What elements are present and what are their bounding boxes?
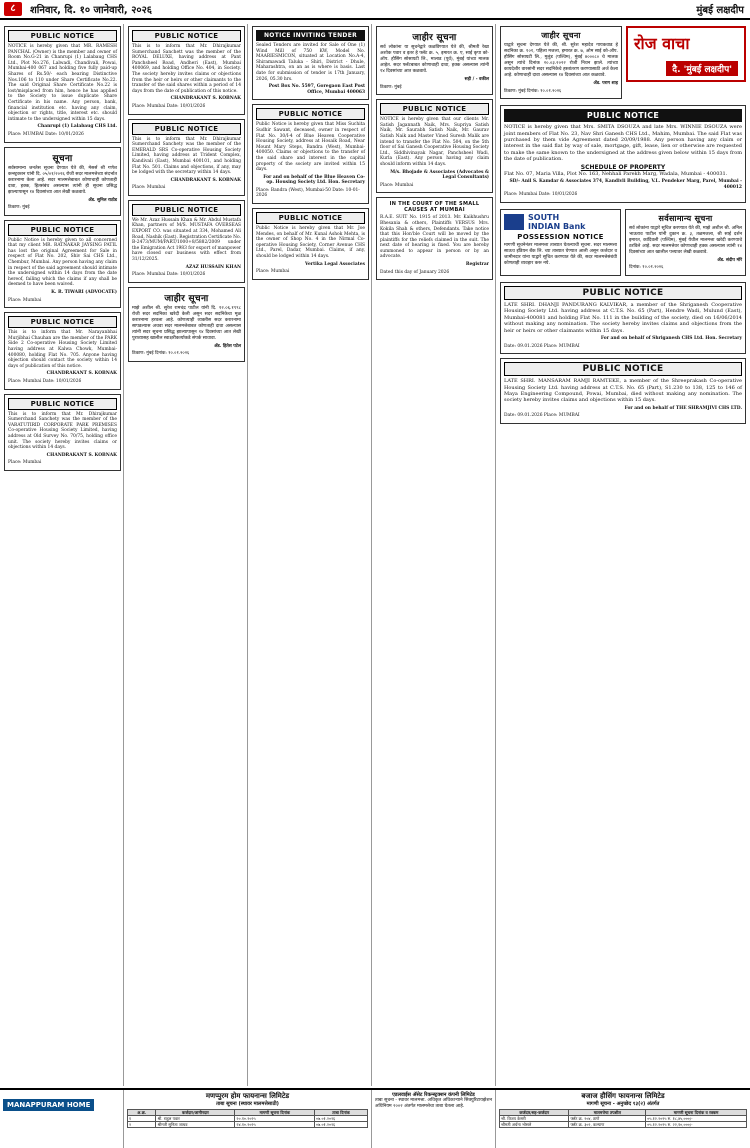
ad-signature: For and on behalf of THE SHRAMJIVI CHS LTD. bbox=[624, 405, 742, 411]
ad-place: ठिकाण: मुंबई दिनांक: १०.०१.२०२६ bbox=[132, 351, 190, 357]
ad-box bbox=[4, 147, 121, 216]
table-cell: श्री. राहुल पवार bbox=[156, 1116, 235, 1122]
ad-body: We Mr. Azaz Hussain Khan & Mr. Abdul Mustafa Khan, partners of M/S. MUSTAFA OVERSEAS EXPORT CO. was situated at 334, Mohamed Ali Road, Nashik (East). Registration Certificate No. B-2473/MUM/PART/1000+8/5882/2009 under the Emigration Act 1983 for export of manpower have closed our business with effect from 31/12/2025. bbox=[132, 217, 242, 263]
ad-place: Place: Mumbai bbox=[132, 185, 166, 191]
ad-signature: AZAZ HUSSAIN KHAN bbox=[185, 264, 241, 270]
ad-place: ठिकाण: मुंबई bbox=[8, 205, 30, 211]
ad-signature: CHANDRAKANT S. KOBNAK bbox=[46, 452, 117, 458]
bajaj-table bbox=[499, 1109, 747, 1128]
ad-box bbox=[500, 282, 746, 354]
ad-title: NOTICE INVITING TENDER bbox=[256, 30, 365, 41]
ad-body: याद्वारे सूचना देण्यात येते की, श्री. सुरेश महादेव गायकवाड हे सदनिका क्र. १०१, पहिला मजला, इमारत क्र. ७, ओम साई को-ऑप. हौसिंग सोसायटी लि., मुलुंड (पश्चिम), मुंबई ४०००८० चे मालक असून त्यांचे दिनांक २०.०३.२०२२ रोजी निधन झाले. त्यांच्या कायदेशीर वारसांनी सदर सदनिकेचे हस्तांतरण करण्यासाठी अर्ज केला आहे. कोणाचाही दावा असल्यास १४ दिवसांच्या आत कळवावे. bbox=[504, 43, 618, 78]
bottom-ads-band bbox=[0, 1088, 750, 1148]
table-row bbox=[128, 1116, 368, 1122]
table-cell: फ्लॅट क्र. ३०२, कल्याण bbox=[569, 1122, 646, 1128]
table-header: कर्जदार/जामीनदार bbox=[156, 1110, 235, 1116]
ad-body: LATE SHRI. DHANJI PANDURANG KALVIKAR, a member of the Shriganesh Cooperative Housing Society Ltd. having address at C.T.S. No. 65 (Part), Hendre Wadi, Mulund (East), Mumbai-400081 and holding Flat No. 111 in the building of the society, died on 16/06/2014 without making any nomination. The society hereby invites claims and objections from the heir or heirs or other claimants within 15 days. bbox=[504, 302, 742, 334]
ad-signature: For and on behalf of the Blue Heaven Co-op. Housing Society Ltd. Hon. Secretary bbox=[263, 174, 365, 186]
ad-title: PUBLIC NOTICE bbox=[8, 30, 117, 42]
ad-box bbox=[500, 26, 622, 99]
ad-box bbox=[128, 200, 245, 283]
table-cell: ०७.०१.२०२६ bbox=[315, 1122, 368, 1128]
table-cell: २ bbox=[128, 1122, 156, 1128]
ad-body: This is to inform that Mr. Dhirajkumar Sumerchand Sanchety was the member of the EMERALD SRS Co-operative Housing Society Limited, having address at Trident Complex, Kandivali (East), Mumbai 400101, and holding Flat No. 501. Claims and objections, if any, may be lodged with the secretary within 14 days. bbox=[132, 136, 241, 176]
ad-body: This is to inform that Mr. Dhirajkumar Sumerchand Sanchety was the member of the VARATUTIRID CORPORATE PARK PREMISES Co-operative Housing Society Limited, having address at Old Survey No. 70/75, holding office unit. The society hereby invites claims or objections within 14 days. bbox=[8, 411, 117, 451]
ad-signature: ॲड. सुनिल राठोड bbox=[88, 197, 117, 203]
ad-box bbox=[252, 104, 369, 204]
manappuram-subtitle: ताबा सूचना (स्थावर मालमत्तेसाठी) bbox=[216, 1101, 279, 1107]
ad-body: सर्व लोकांना याद्वारे सूचित करण्यात येते की, माझे अशील श्री. अनिल भाऊराव पाटील यांनी दुकान क्र. ३, तळमजला, श्री साई दर्शन इमारत, कांदिवली (पश्चिम), मुंबई येथील मालमत्ता खरेदी करण्याचे ठरविले आहे. सदर मालमत्तेवर कोणाचाही हक्क असल्यास त्यांनी १४ दिवसांच्या आत खालील पत्त्यावर लेखी कळवावे. bbox=[629, 225, 742, 255]
ad-title: POSSESSION NOTICE bbox=[517, 232, 604, 241]
ad-signature: CHANDRAKANT S. KOBNAK bbox=[46, 371, 117, 377]
ad-place: दिनांक: १०.०१.२०२६ bbox=[629, 265, 664, 271]
bank-name bbox=[528, 213, 585, 231]
table-row bbox=[128, 1122, 368, 1128]
table-header: ताबा दिनांक bbox=[315, 1110, 368, 1116]
ad-body: मागणी सूचनेनंतर मालमत्ता ताब्यात घेतल्याची सूचना. सदर मालमत्ता साऊथ इंडियन बँक लि. च्या ताब्यात घेण्यात आली असून कर्जदार व जामीनदार यांना याद्वारे सूचित करण्यात येते की, सदर मालमत्तेसंबंधी कोणताही व्यवहार करू नये. bbox=[504, 242, 617, 266]
ad-place: Place: Mumbai bbox=[380, 182, 414, 188]
ad-place: Date: 09.01.2026 Place: MUMBAI bbox=[504, 343, 580, 349]
ad-place: Place: Mumbai bbox=[256, 269, 290, 275]
ad-signature: सही / - वकील bbox=[464, 77, 489, 82]
bajaj-subtitle: मागणी सूचना - अनुच्छेद १३(२) अंतर्गत bbox=[586, 1101, 660, 1107]
ad-box bbox=[128, 26, 245, 115]
ad-body: This is to inform that Mr. Narayanbhai Murjibhai Chauhan are the member of the PARK Side 2 Co-operative Housing Society Limited having address at Kalwa Chowk, Mumbai-400080, holding Flat No. 705. Anyone having objection should contact the society within 14 days of publication of this notice. bbox=[8, 330, 117, 369]
masthead bbox=[0, 0, 750, 20]
column-5 bbox=[498, 24, 748, 1086]
ad-body: Public Notice is hereby given that Miss Suchita Sudhir Sawant, deceased, owner in respect of Flat No. 30/I-4 of Blue Heaven Cooperative Housing Society, address at Hosaik Road, Near Mount Mary Steps, Bandra (West), Mumbai-400050. Claims or objections to the transfer of the said share and interest in the capital property of the society are invited within 15 days. bbox=[256, 122, 365, 173]
ad-body: R.A.E. SUIT No. 1915 of 2013. Mr. Kaikhushru Bhesania & others, Plaintiffs VERSUS Mrs. Kokila Shah & others, Defendants. Take notice that this Hon'ble Court will be moved by the plaintiffs for the reliefs claimed in the suit. The next date of hearing is fixed. You are hereby summoned to appear in person or by an advocate. bbox=[380, 215, 489, 260]
ad-body: Public Notice is hereby given to all concerned that my client MR. RATNAKAR JAYSING PATIL has lost the original Agreement for Sale in respect of Flat No. 202, Shiv Sai CHS Ltd., Chembur, Mumbai. Any person having any claim in respect of the said agreement should intimate the undersigned within 14 days from the date hereof, failing which the claims if any shall be deemed to have been waived. bbox=[8, 237, 117, 288]
ad-box bbox=[500, 209, 621, 276]
ad-box bbox=[252, 26, 369, 100]
column-1 bbox=[2, 24, 124, 1086]
ad-title: जाहीर सूचना bbox=[164, 293, 209, 304]
ad-title: PUBLIC NOTICE bbox=[380, 103, 489, 115]
ad-place: Place: Mumbai bbox=[8, 297, 42, 303]
edition-name: मुंबई लक्षदीप bbox=[696, 5, 744, 16]
ad-title: PUBLIC NOTICE bbox=[504, 109, 742, 122]
ad-place: Place: Bandra (West), Mumbai-50 Date: 10-01-2026 bbox=[256, 187, 360, 199]
schedule-place: Place: Mumbai Date: 10/01/2026 bbox=[504, 192, 578, 198]
ad-place: Place: MUMBAI Date: 10/01/2026 bbox=[8, 131, 84, 137]
ad-place: Place: Mumbai Date: 10/01/2026 bbox=[132, 272, 206, 278]
ad-title: सर्वसामान्य सूचना bbox=[658, 213, 713, 223]
table-cell: ०५.१२.२०२५ रु. २२,१०,०००/- bbox=[646, 1122, 747, 1128]
ad-box bbox=[500, 358, 746, 424]
ad-box bbox=[128, 119, 245, 196]
ad-box bbox=[625, 209, 746, 276]
ad-signature: Post Box No. 5597, Goregaon East Post Office, Mumbai 400063 bbox=[268, 84, 365, 95]
ad-title: PUBLIC NOTICE bbox=[256, 108, 365, 120]
ad-title: PUBLIC NOTICE bbox=[132, 30, 241, 42]
ad-title: PUBLIC NOTICE bbox=[8, 398, 117, 410]
ad-place: ठिकाण: मुंबई दिनांक: १०.०१.२०२६ bbox=[504, 88, 562, 94]
ad-title: जाहीर सूचना bbox=[541, 31, 581, 40]
ad-title: सूचना bbox=[52, 153, 73, 164]
ad-signature: For and on behalf of Shriganesh CHS Ltd. Hon. Secretary bbox=[600, 336, 742, 342]
ad-place: ठिकाण: मुंबई bbox=[380, 84, 402, 90]
ad-place: Date: 09.01.2026 Place: MUMBAI bbox=[504, 413, 580, 419]
ad-box bbox=[252, 208, 369, 280]
ad-title: PUBLIC NOTICE bbox=[504, 362, 742, 376]
column-2 bbox=[126, 24, 248, 1086]
schedule-text: Flat No. 07, Maria Villa, Plot No. 163, Nehhali Parekh Marg, Wadala, Mumbai - 400031. bbox=[504, 170, 728, 177]
ad-box bbox=[376, 197, 493, 280]
ad-body: सर्वसामान्य जनतेस सूचना देण्यात येते की, मेसर्स श्री गणेश कन्स्ट्रक्शन यांनी दि. ०५/०१/२०२६ रोजी सदर मालमत्तेच्या संदर्भात करारनामा केला आहे. सदर मालमत्तेबाबत कोणाचाही कोणताही दावा, हक्क, हितसंबंध असल्यास त्यांनी ही सूचना प्रसिद्ध झाल्यापासून १४ दिवसांच्या आत लेखी कळवावे. bbox=[8, 165, 117, 195]
page-number: ८ bbox=[4, 2, 22, 16]
ad-body: NOTICE is hereby given that Mrs. SMITA DSOUZA and late Mrs. WINNIE DSOUZA were joint members of Flat No. 23, Nav Shri Ganesh CHS Ltd., Mahim, Mumbai. The said Flat was purchased by them vide Agreement dated 20/09/1988. Any person having any claim or interest in the said flat by way of sale, mortgage, gift, lease, lien or otherwise are requested to make the same known to the undersigned at the address given below within 15 days from the date of publication. bbox=[504, 124, 742, 163]
table-cell: २०.१०.२०२५ bbox=[235, 1116, 315, 1122]
ad-title: IN THE COURT OF THE SMALL CAUSES AT MUMBAI bbox=[389, 201, 480, 214]
bank-logo-icon bbox=[504, 214, 524, 230]
ad-box bbox=[376, 99, 493, 193]
bank-header bbox=[504, 213, 617, 231]
ad-body: LATE SHRI. MANSARAM RAMJI RAMTEKE, a member of the Shreeprakash Co-operative Housing Society Ltd. having address at C.T.S. No. 65 (Part), S1.230 to 138, 125 to 146 of Maya Engineering Compound, Powai, Mumbai, died without making any nomination. The society hereby invites claims and objections within 15 days. bbox=[504, 378, 742, 404]
table-header: कर्जदार/सह-कर्जदार bbox=[500, 1110, 569, 1116]
bajaj-notice bbox=[496, 1090, 750, 1148]
ad-body: Public Notice is hereby given that Mr. Joe Mendes, on behalf of Mr. Kunal Ashok Mehta, is the owner of Shop No. 4 in the Nirmal Co-operative Housing Society, Corner Avenue CHS Ltd., Parel, Dadar, Mumbai. Claims, if any, should be lodged within 14 days. bbox=[256, 226, 365, 260]
edelweiss-title: एडलवाईस ॲसेट रिकन्स्ट्रक्शन कंपनी लिमिटेड bbox=[392, 1092, 475, 1098]
date-line: शनिवार, दि. १० जानेवारी, २०२६ bbox=[30, 5, 152, 16]
schedule-title: SCHEDULE OF PROPERTY bbox=[580, 163, 666, 171]
table-cell: फ्लॅट क्र. २०४, ठाणे bbox=[569, 1116, 646, 1122]
ad-box bbox=[4, 26, 121, 143]
manappuram-notice bbox=[124, 1090, 372, 1148]
ad-title: PUBLIC NOTICE bbox=[504, 286, 742, 300]
table-header: मागणी सूचना दिनांक व रक्कम bbox=[646, 1110, 747, 1116]
ad-title: PUBLIC NOTICE bbox=[132, 204, 241, 216]
table-header: अ.क्र. bbox=[128, 1110, 156, 1116]
column-4 bbox=[374, 24, 496, 1086]
manappuram-table bbox=[127, 1109, 368, 1128]
table-header: मागणी सूचना दिनांक bbox=[235, 1110, 315, 1116]
ad-signature: K. R. TIWARI (ADVOCATE) bbox=[51, 290, 117, 296]
table-row bbox=[500, 1122, 747, 1128]
table-cell: ०७.०१.२०२६ bbox=[315, 1116, 368, 1122]
ad-signature: ॲड. संदीप मोरे bbox=[717, 257, 742, 263]
ad-place: Place: Mumbai Date: 10/01/2026 bbox=[8, 378, 82, 384]
ad-signature: ॲड. हितेश पटेल bbox=[214, 343, 241, 349]
ad-box bbox=[4, 220, 121, 309]
logo-line2: दै. 'मुंबई लक्षदीप' bbox=[666, 61, 738, 76]
ad-title: PUBLIC NOTICE bbox=[8, 316, 117, 328]
ad-signature: CHANDRAKANT S. KOBNAK bbox=[170, 177, 241, 183]
property-schedule bbox=[504, 165, 742, 198]
ad-place: Place: Mumbai Date: 10/01/2026 bbox=[132, 103, 206, 109]
ad-box bbox=[376, 26, 493, 95]
ad-box bbox=[4, 312, 121, 389]
bajaj-title: बजाज हौसिंग फायनान्स लिमिटेड bbox=[581, 1092, 665, 1100]
manappuram-ad bbox=[0, 1090, 124, 1148]
edelweiss-notice bbox=[372, 1090, 496, 1148]
ad-signature: Vertika Legal Associates bbox=[305, 261, 365, 267]
logo-line1: रोज वाचा bbox=[634, 34, 690, 53]
ad-signature: CHANDRAKANT S. KOBNAK bbox=[170, 96, 241, 102]
table-cell: ०५.१२.२०२५ रु. १८,४५,०००/- bbox=[646, 1116, 747, 1122]
ad-box bbox=[500, 105, 746, 203]
ad-body: सर्व लोकांना या सूचनेद्वारे कळविण्यात येते की, श्रीमती रेखा अशोक पवार व इतर हे फ्लॅट क्र. ५, इमारत क्र. ए, साई कृपा को-ऑप. हौसिंग सोसायटी लि., मालाड (पूर्व), मुंबई यांच्या मालक आहेत. सदर फ्लॅटबाबत कोणाचाही दावा, हक्क असल्यास त्यांनी १४ दिवसांच्या आत कळवावे. bbox=[380, 45, 489, 74]
column-3 bbox=[250, 24, 372, 1086]
ad-place: Place: Mumbai bbox=[8, 460, 42, 466]
ad-body: NOTICE is hereby given that MR. RAMESH PANCHAL (Owner) is the member and owner of Room No.G-21 in Chanrupi (1) Lalabaug CHS Ltd., Plot No.276, Lalwadi, Chandivali, Powai, Mumbai-400 067 and holding five fully paid-up Shares of Rs.50/- each bearing Distinctive Nos.106 to 110 under Share Certificate No.22. The said Original Share Certificate No.22 is lost/misplaced from him, hence he has applied to the Society to issue duplicate Share Certificate in his name. Any person, bank, financial institution etc. having any claim, objection or rights, title, interest etc. should intimate to the undersigned within 15 days. bbox=[8, 44, 117, 122]
newspaper-logo bbox=[626, 26, 746, 82]
table-header: मालमत्तेचा तपशील bbox=[569, 1110, 646, 1116]
bank-name-line1: SOUTH bbox=[528, 212, 560, 222]
ad-title: PUBLIC NOTICE bbox=[8, 224, 117, 236]
ad-signature: ॲड. पराग शाह bbox=[593, 81, 618, 86]
ad-body: NOTICE is hereby given that our clients Mr. Satish Jagannath Naik, Mrs. Supriya Satish Naik, Mr. Saurabh Satish Naik, Mr. Gaurav Satish Naik and Master Vinod Suresh Malik are intend to transfer the Flat No. 504, on the 5th floor of Sai Ganesh Cooperative Housing Society Ltd., Siddhivinayak Nagar, Panchsheel Wadi, Kurla (East). Any person having any claim should inform within 14 days. bbox=[380, 117, 489, 167]
table-cell: २४.१०.२०२५ bbox=[235, 1122, 315, 1128]
ad-signature: Chanrupi (1) Lalabaug CHS Ltd. bbox=[37, 124, 117, 130]
table-cell: श्री. विजय केसरी bbox=[500, 1116, 569, 1122]
ad-signature: M/s. Bhojade & Associates (Advocates & Legal Consultants) bbox=[390, 169, 489, 181]
ad-box bbox=[4, 394, 121, 471]
table-cell: श्रीमती सुनिता जाधव bbox=[156, 1122, 235, 1128]
ad-title: PUBLIC NOTICE bbox=[256, 212, 365, 224]
manappuram-logo: MANAPPURAM HOME bbox=[3, 1099, 94, 1111]
table-cell: श्रीमती अर्चना भोसले bbox=[500, 1122, 569, 1128]
ad-box bbox=[128, 287, 245, 362]
ad-body: This is to inform that Mr. Dhirajkumar Sumerchand Sanchett was the member of the ROYAL DELUXE, having address at Pant Panchsheel Road, Andheri (East), Mumbai 400069, and holding Office No. 404, in Society. The society hereby invites claims or objections from the heir or heirs or other claimants to the transfer of the said shares within a period of 14 days from the date of publication of this notice. bbox=[132, 44, 241, 94]
ad-signature: Registrar bbox=[465, 262, 489, 268]
ad-place: Dated this day of January 2026 bbox=[380, 269, 450, 275]
ad-title: PUBLIC NOTICE bbox=[132, 123, 241, 135]
manappuram-title: मणप्पुरम होम फायनान्स लिमिटेड bbox=[205, 1092, 290, 1100]
table-cell: १ bbox=[128, 1116, 156, 1122]
schedule-signature: SD/- Anil S. Kamdar & Associates 374, Kandivli Building, V.L. Pendeker Marg, Parel, Mumbai - 400012 bbox=[509, 179, 742, 190]
ad-body: Sealed Tenders are invited for Sale of One (1) Wind Mill of 750 KW, Model No. MAARIESMICON, situated at Location No.A-4, Shiramawadi Taluka - Shiri, District - Dhule, Maharashtra, on an as is where is basis. Last date for submission of tender is 17th January, 2026, 05.30 hrs. bbox=[256, 43, 365, 82]
ad-body: माझे अशील श्री. सुरेश रामचंद्र पाटील यांनी दि. १२.०६.१९९८ रोजी सदर सदनिका खरेदी केली असून सदर सदनिकेचा मूळ करारनामा हरवला आहे. कोणत्याही व्यक्तीस सदर करारनामा सापडल्यास अथवा सदर मालमत्तेबाबत कोणताही दावा असल्यास त्यांनी सदर सूचना प्रसिद्ध झाल्यापासून १४ दिवसांच्या आत लेखी पुराव्यासह खालील स्वाक्षरीकर्त्याकडे संपर्क साधावा. bbox=[132, 305, 241, 341]
edelweiss-body: ताबा सूचना - स्थावर मालमत्ता. अधिकृत अधिकाऱ्याने सिक्युरिटायझेशन अधिनियम २००२ अंतर्गत मालमत्तेचा ताबा घेतला आहे. bbox=[375, 1098, 492, 1109]
bank-name-line2: INDIAN Bank bbox=[528, 221, 586, 231]
ad-title: जाहीर सूचना bbox=[412, 33, 457, 43]
